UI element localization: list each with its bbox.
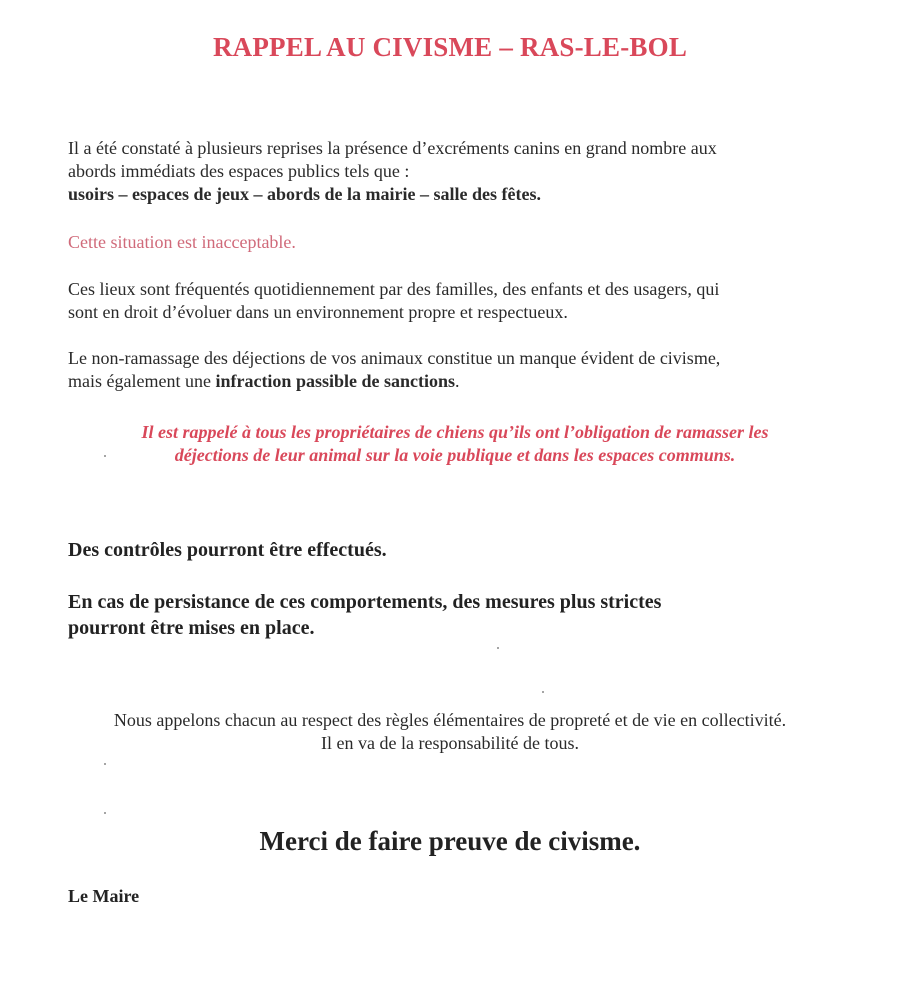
infraction-line-2-start: mais également une bbox=[68, 371, 216, 391]
reminder-line-1: Il est rappelé à tous les propriétaires de chiens qu’ils ont l’obligation de ramasser les bbox=[141, 422, 769, 442]
intro-paragraph bbox=[68, 137, 828, 206]
page-title: RAPPEL AU CIVISME – RAS-LE-BOL bbox=[212, 32, 688, 62]
mayor-signature: Le Maire bbox=[68, 886, 140, 906]
scan-speck bbox=[542, 691, 544, 693]
controls-notice: Des contrôles pourront être effectués. bbox=[68, 539, 387, 561]
places-list: usoirs – espaces de jeux – abords de la mairie – salle des fêtes. bbox=[68, 184, 541, 204]
infraction-line-1: Le non-ramassage des déjections de vos animaux constitue un manque évident de civisme, bbox=[68, 348, 721, 368]
thanks-heading: Merci de faire preuve de civisme. bbox=[259, 826, 641, 856]
persistence-warning bbox=[68, 589, 828, 641]
infraction-line-2-end: . bbox=[454, 371, 460, 391]
reminder-line-2: déjections de leur animal sur la voie publique et dans les espaces communs. bbox=[174, 445, 736, 465]
infraction-line-2 bbox=[68, 370, 828, 393]
scan-speck bbox=[104, 763, 106, 765]
frequented-paragraph bbox=[68, 278, 828, 324]
scan-speck bbox=[104, 812, 106, 814]
intro-line-1: Il a été constaté à plusieurs reprises la présence d’excréments canins en grand nombre aux bbox=[68, 138, 717, 158]
scan-speck bbox=[497, 647, 499, 649]
persistence-line-2: pourront être mises en place. bbox=[68, 617, 315, 639]
persistence-line-1: En cas de persistance de ces comportements, des mesures plus strictes bbox=[68, 591, 662, 613]
intro-line-2: abords immédiats des espaces publics tels que : bbox=[68, 161, 410, 181]
frequented-line-2: sont en droit d’évoluer dans un environnement propre et respectueux. bbox=[68, 302, 568, 322]
frequented-line-1: Ces lieux sont fréquentés quotidiennement par des familles, des enfants et des usagers, qui bbox=[68, 279, 720, 299]
owners-reminder bbox=[60, 421, 850, 467]
infraction-emphasis: infraction passible de sanctions bbox=[215, 371, 455, 391]
appeal-line-1: Nous appelons chacun au respect des règles élémentaires de propreté et de vie en collectivité. bbox=[113, 710, 787, 730]
appeal-line-2: Il en va de la responsabilité de tous. bbox=[321, 733, 579, 753]
infraction-paragraph bbox=[68, 347, 828, 393]
appeal-paragraph bbox=[40, 709, 860, 755]
situation-statement: Cette situation est inacceptable. bbox=[68, 232, 296, 252]
scan-speck bbox=[104, 455, 106, 457]
